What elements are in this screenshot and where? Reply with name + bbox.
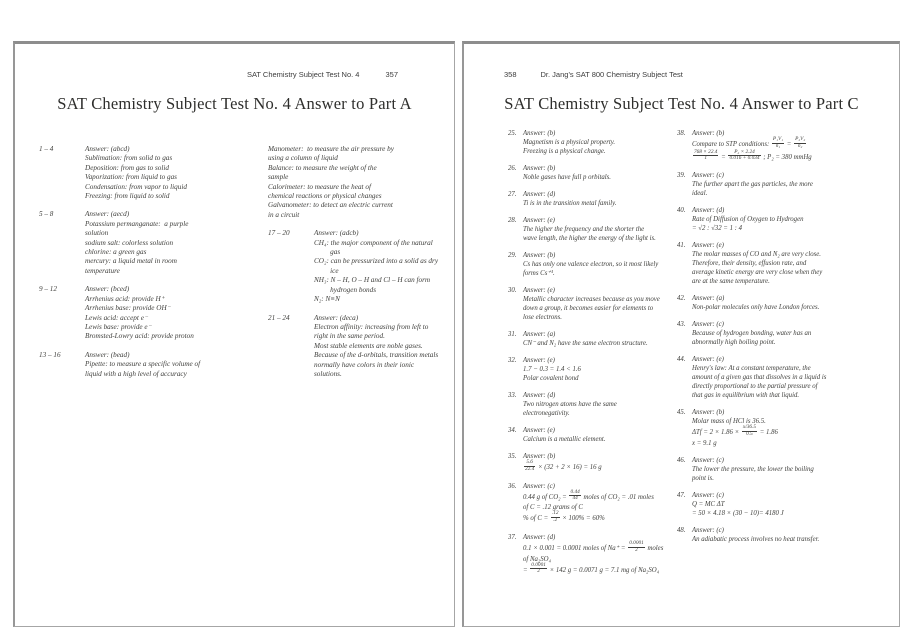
text-line: Answer: (c) [692, 321, 724, 329]
answer-lines [85, 145, 268, 201]
answer-item [508, 426, 677, 444]
text-line: Balance: to measure the weight of the [268, 163, 377, 172]
answer-range: 9 – 12 [39, 285, 57, 294]
text-line: Answer: (b) [523, 252, 556, 259]
text-line: Answer: (e) [523, 217, 555, 224]
answer-number: 38. [677, 130, 686, 137]
text-line: ice [314, 266, 339, 275]
answer-lines [692, 491, 885, 518]
answer-item [508, 452, 677, 474]
answer-item [508, 391, 677, 418]
text-line: Answer: (e) [692, 356, 724, 364]
text-line: Answer: (c) [692, 491, 724, 499]
text-line: Metallic character increases because as you move [523, 296, 660, 303]
answer-item [677, 491, 885, 518]
answer-number: 37. [508, 533, 517, 541]
text-line: temperature [85, 266, 120, 275]
answer-item [39, 285, 268, 341]
text-line: Answer: (c) [692, 456, 724, 464]
running-header-text: Dr. Jang's SAT 800 Chemistry Subject Test [540, 70, 683, 79]
text-line: lose electrons. [523, 314, 563, 321]
text-line: Answer: (e) [523, 427, 555, 434]
answer-lines [523, 356, 677, 383]
answer-item [508, 251, 677, 278]
text-line: Molar mass of HCl is 36.5. [692, 418, 766, 426]
text-line: Potassium permanganate: a purple [85, 219, 189, 228]
answer-lines [692, 241, 885, 286]
answer-range: 21 – 24 [268, 313, 290, 322]
answer-item [508, 482, 677, 525]
text-line: 0.44 g of CO₂ = $\frac{0.44}{44}$ moles of CO₂ = .01 moles [523, 488, 654, 502]
text-line: chlorine: a green gas [85, 248, 147, 257]
text-line: Polar covalent bond [523, 375, 579, 382]
text-line: Therefore, their density, effusion rate, and [692, 260, 807, 268]
text-line: Answer: (c) [692, 172, 724, 180]
text-line: down a group, it becomes easier for elements to [523, 305, 654, 312]
text-line: CH₄: the major component of the natural [314, 238, 433, 247]
text-line: Answer: (e) [692, 242, 724, 250]
answer-item [677, 456, 885, 483]
text-line: Answer: (b) [523, 453, 556, 460]
text-line: abnormally high boiling point. [692, 339, 776, 347]
text-line: Henry's law: At a constant temperature, the [692, 365, 811, 373]
text-line: Answer: (a) [523, 331, 556, 338]
answer-item [508, 190, 677, 208]
text-line: $\frac{5.6}{22.4}$ × (32 + 2 × 16) = 16 g [525, 459, 602, 472]
text-line: point is. [692, 474, 714, 482]
answer-lines [314, 314, 438, 380]
answer-lines [692, 129, 885, 163]
text-line: The molar masses of CO and N₂ are very close. [692, 251, 821, 259]
text-line: Answer: (c) [523, 482, 555, 490]
answer-item [677, 320, 885, 347]
answer-number: 33. [508, 392, 517, 399]
text-line: Answer: (e) [523, 357, 555, 364]
text-line: Pipette: to measure a specific volume of [85, 360, 201, 369]
answer-item [677, 171, 885, 198]
text-line: Most stable elements are noble gases. [314, 341, 423, 350]
answer-lines [523, 426, 677, 444]
answer-lines [692, 526, 885, 544]
answer-lines [314, 229, 438, 304]
left-page [13, 41, 455, 627]
text-line: = 50 × 4.18 × (30 − 10)= 4180 J [692, 509, 784, 517]
answer-lines [692, 171, 885, 198]
text-line: Because of the d-orbitals, transition metals [314, 351, 439, 360]
answer-number: 40. [677, 207, 686, 215]
answer-lines [692, 408, 885, 448]
text-line: average kinetic energy are very close when they [692, 269, 823, 277]
fraction: $\frac{768 \times 22.4}{1}$ [694, 148, 718, 162]
text-line: Rate of Diffusion of Oxygen to Hydrogen [692, 216, 804, 224]
answer-item [508, 356, 677, 383]
text-line: directly proportional to the partial pressure of [692, 383, 818, 391]
running-header-text: SAT Chemistry Subject Test No. 4 [246, 70, 360, 79]
answer-lines [692, 206, 885, 233]
fraction: $\frac{5.6}{22.4}$ [525, 459, 535, 472]
answer-item [508, 286, 677, 322]
answer-number: 48. [677, 526, 686, 534]
text-line: Answer: (b) [692, 130, 725, 137]
text-line: mercury: a liquid metal in room [85, 257, 177, 266]
answer-number: 46. [677, 456, 686, 464]
text-line: Answer: (b) [523, 130, 556, 137]
answer-number: 45. [677, 409, 686, 417]
text-line: % of C = $\frac{.12}{.2}$ × 100% = 60% [523, 510, 605, 524]
page-number: 357 [385, 70, 398, 79]
fraction: $\frac{0.0001}{2}$ [531, 561, 546, 575]
answer-item [508, 330, 677, 348]
text-line: Answer: (c) [692, 526, 724, 534]
answer-range: 17 – 20 [268, 229, 290, 238]
answer-number: 36. [508, 482, 517, 490]
text-line: Electron affinity: increasing from left to [314, 322, 429, 331]
text-line: Answer: (d) [523, 533, 556, 541]
answers-column-1 [39, 145, 268, 388]
answer-lines [85, 285, 268, 341]
answer-number: 39. [677, 172, 686, 180]
fraction: $\frac{\text{P₂ × 2.24}}{0.016 + 0.034}$ [729, 148, 760, 162]
text-line: Arrhenius acid: provide H⁺ [85, 294, 165, 303]
text-line: ideal. [692, 190, 708, 198]
answer-number: 27. [508, 191, 517, 198]
answer-number: 31. [508, 331, 517, 338]
answers-column-2 [677, 129, 885, 584]
text-line: Answer: (d) [523, 191, 556, 198]
answer-item-continuation [268, 145, 438, 220]
text-line: Manometer: to measure the air pressure by [268, 145, 394, 153]
text-line: Noble gases have full p orbitals. [523, 174, 611, 181]
answer-lines [523, 391, 677, 418]
answer-number: 44. [677, 356, 686, 364]
text-line: Answer: (e) [523, 287, 555, 294]
text-line: $\frac{768 \times 22.4}{1}$ = $\frac{\text{P₂ × 2.24}}{0.016 + 0.034}$ ; P₂ = 380 mmHg [694, 148, 812, 162]
answer-item [677, 129, 885, 163]
answer-number: 41. [677, 242, 686, 250]
text-line: Bromsted-Lowry acid: provide proton [85, 332, 194, 341]
text-line: Magnetism is a physical property. [523, 139, 616, 146]
answer-lines [692, 320, 885, 347]
text-line: Answer: (d) [523, 392, 556, 399]
answer-lines [523, 330, 677, 348]
answer-lines [523, 533, 677, 576]
text-line: Answer: (aecd) [85, 210, 130, 219]
answer-lines [85, 210, 268, 276]
text-line: Because of hydrogen bonding, water has an [692, 330, 812, 338]
answer-lines [692, 294, 885, 312]
answer-range: 13 – 16 [39, 350, 61, 359]
answer-item [677, 241, 885, 286]
answer-number: 26. [508, 165, 517, 172]
text-line: Freezing is a physical change. [523, 148, 606, 155]
text-line: normally have colors in their ionic [314, 360, 415, 369]
answer-lines [692, 456, 885, 483]
text-line: x = 9.1 g [692, 439, 717, 447]
fraction: $\frac{x/36.5}{0.5}$ [742, 424, 756, 438]
text-line: Two nitrogen atoms have the same [523, 401, 617, 408]
answer-lines [523, 482, 677, 525]
answer-item [508, 533, 677, 576]
text-line: Answer: (b) [523, 165, 556, 172]
text-line: Answer: (adcb) [314, 229, 359, 238]
answer-number: 32. [508, 357, 517, 364]
answer-number: 28. [508, 217, 517, 224]
answer-lines [523, 216, 677, 243]
page-number: 358 [504, 70, 517, 79]
text-line: The further apart the gas particles, the more [692, 181, 813, 189]
text-line: Lewis acid: accept e⁻ [85, 313, 148, 322]
text-line: hydrogen bonds [314, 285, 377, 294]
text-line: Answer: (bead) [85, 350, 130, 359]
text-line: Q = MC ΔT [692, 500, 725, 508]
text-line: Answer: (b) [692, 409, 725, 417]
answer-item [677, 355, 885, 400]
answer-item [508, 164, 677, 182]
answer-item [268, 314, 438, 380]
answer-item [677, 294, 885, 312]
answers-columns [464, 129, 899, 584]
text-line: The higher the frequency and the shorter the [523, 226, 645, 233]
answer-lines [523, 164, 677, 182]
text-line: sample [268, 173, 289, 182]
answer-lines [268, 145, 438, 220]
text-line: that gas in equilibrium with that liquid. [692, 392, 800, 400]
text-line: N₂: N≡N [314, 295, 340, 304]
answer-number: 35. [508, 453, 517, 460]
answer-item [677, 408, 885, 448]
text-line: ΔTf = 2 × 1.86 × $\frac{x/36.5}{0.5}$ = 1.86 [692, 424, 778, 438]
answer-item [508, 129, 677, 156]
text-line: of Na₂SO₄ [523, 555, 551, 563]
page-title: SAT Chemistry Subject Test No. 4 Answer to Part A [57, 94, 412, 113]
answer-range: 1 – 4 [39, 145, 54, 153]
answer-number: 47. [677, 491, 686, 499]
text-line: in a circuit [268, 210, 300, 219]
text-line: wave length, the higher the energy of the light is. [523, 235, 656, 242]
answer-lines [523, 129, 677, 156]
text-line: Ti is in the transition metal family. [523, 200, 617, 207]
answer-item [268, 229, 438, 304]
answer-lines [523, 251, 677, 278]
text-line: Condensation: from vapor to liquid [85, 182, 187, 191]
text-line: chemical reactions or physical changes [268, 192, 382, 201]
text-line: electronegativity. [523, 410, 570, 417]
text-line: Answer: (bced) [85, 285, 130, 294]
text-line: liquid with a high level of accuracy [85, 369, 187, 378]
answer-lines [692, 355, 885, 400]
text-line: Lewis base: provide e⁻ [85, 322, 152, 331]
text-line: The lower the pressure, the lower the boiling [692, 465, 814, 473]
text-line: using a column of liquid [268, 154, 338, 163]
text-line: Answer: (deca) [314, 313, 359, 322]
right-page [462, 41, 900, 627]
text-line: Compare to STP conditions: $\frac{\text{P₁V₁}}{\text{n₁}}$ = $\frac{\text{P₂V₂}}{\text{n₂}}$ [692, 136, 806, 149]
answer-lines [523, 190, 677, 208]
text-line: Calcium is a metallic element. [523, 436, 606, 443]
text-line: 1.7 − 0.3 = 1.4 < 1.6 [523, 366, 581, 373]
text-line: of C = .12 grams of C [523, 504, 583, 512]
answer-number: 25. [508, 130, 517, 137]
answer-item [508, 216, 677, 243]
answer-item [39, 351, 268, 379]
answer-item [677, 206, 885, 233]
text-line: Answer: (d) [692, 207, 725, 215]
fraction: $\frac{.12}{.2}$ [551, 510, 559, 524]
page-title: SAT Chemistry Subject Test No. 4 Answer to Part C [504, 94, 859, 113]
text-line: Vaporization: from liquid to gas [85, 173, 177, 182]
text-line: Non-polar molecules only have London forces. [692, 304, 820, 312]
answer-number: 29. [508, 252, 517, 259]
text-line: = √2 : √32 = 1 : 4 [692, 225, 743, 233]
fraction: $\frac{0.44}{44}$ [570, 488, 580, 502]
answer-lines [523, 286, 677, 322]
answer-number: 42. [677, 295, 686, 303]
answers-column-1 [508, 129, 677, 584]
answer-lines [85, 351, 268, 379]
text-line: right in the same period. [314, 332, 385, 341]
running-header-left [15, 70, 454, 79]
text-line: An adiabatic process involves no heat transfer. [692, 535, 820, 543]
text-line: Galvanometer: to detect an electric current [268, 201, 393, 210]
text-line: Freezing: from liquid to solid [85, 192, 170, 201]
text-line: Calorimeter: to measure the heat of [268, 182, 371, 191]
text-line: solutions. [314, 369, 342, 378]
text-line: CN⁻ and N₂ have the same electron structure. [523, 340, 648, 347]
answer-range: 5 – 8 [39, 210, 54, 219]
text-line: sodium salt: colorless solution [85, 238, 174, 247]
answer-item [39, 210, 268, 276]
answers-column-2-items [268, 229, 438, 379]
answers-column-2 [268, 145, 438, 388]
text-line: solution [85, 229, 109, 238]
text-line: Answer: (abcd) [85, 145, 130, 153]
text-line: Cs has only one valence electron, so it most likely [523, 261, 659, 268]
answer-number: 43. [677, 321, 686, 329]
fraction: $\frac{\text{P₁V₁}}{\text{n₁}}$ [772, 136, 784, 149]
text-line: gas [314, 248, 341, 257]
answer-number: 34. [508, 427, 517, 434]
text-line: Deposition: from gas to solid [85, 163, 169, 172]
text-line: NH₃: N – H, O – H and Cl – H can form [314, 276, 431, 285]
text-line: forms Cs⁺¹. [523, 270, 555, 277]
answer-lines [523, 452, 677, 474]
text-line: = $\frac{0.0001}{2}$ × 142 g = 0.0071 g = 7.1 mg of Na₂SO₄ [523, 561, 660, 575]
text-line: CO₂: can be pressurized into a solid as dry [314, 257, 439, 266]
text-line: Sublimation: from solid to gas [85, 154, 173, 163]
answer-number: 30. [508, 287, 517, 294]
fraction: $\frac{0.0001}{2}$ [629, 539, 644, 553]
answer-item [39, 145, 268, 201]
answers-columns [15, 145, 454, 388]
text-line: Arrhenius base: provide OH⁻ [85, 304, 171, 313]
text-line: Answer: (a) [692, 295, 725, 303]
text-line: are at the same temperature. [692, 278, 770, 286]
answer-item [677, 526, 885, 544]
text-line: 0.1 × 0.001 = 0.0001 moles of Na⁺ = $\frac{0.0001}{2}$ moles [523, 539, 664, 553]
fraction: $\frac{\text{P₂V₂}}{\text{n₂}}$ [795, 136, 806, 149]
text-line: amount of a given gas that dissolves in a liquid is [692, 374, 827, 382]
running-header-right [464, 70, 899, 79]
